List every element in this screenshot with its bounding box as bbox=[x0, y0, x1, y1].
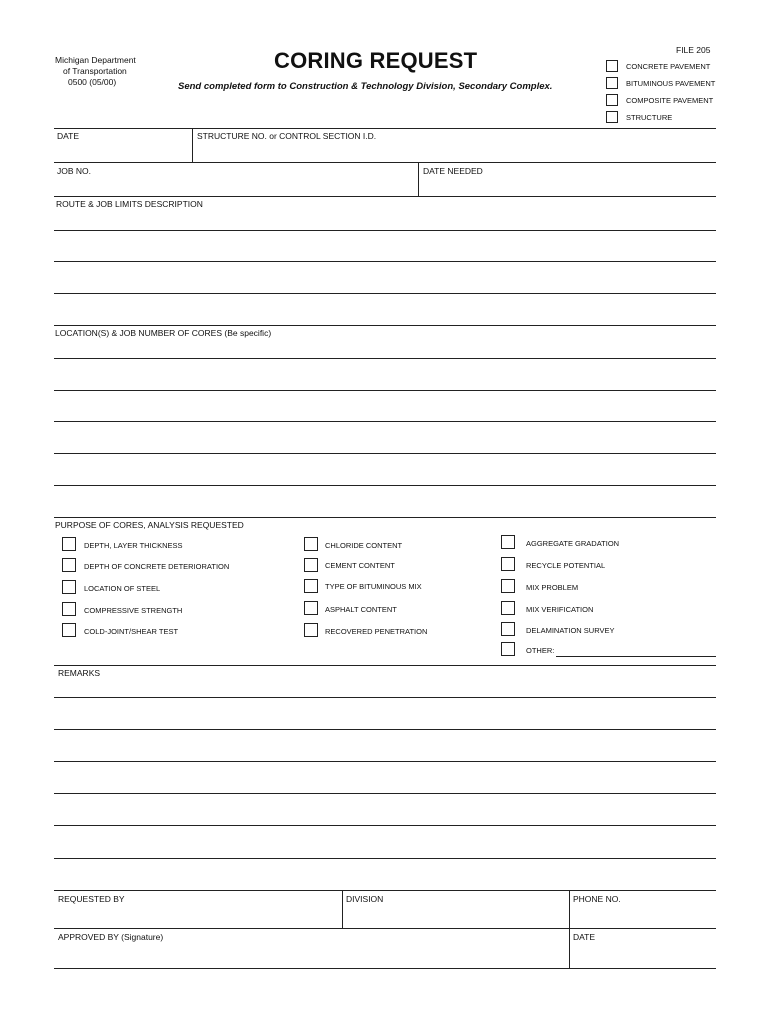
purpose-label: PURPOSE OF CORES, ANALYSIS REQUESTED bbox=[55, 520, 244, 530]
divider bbox=[342, 890, 343, 928]
chloride-content-label: CHLORIDE CONTENT bbox=[325, 541, 403, 550]
divider bbox=[54, 968, 716, 969]
requested-by-input[interactable] bbox=[58, 906, 338, 926]
agency-line-1: Michigan Department bbox=[55, 55, 136, 65]
other-checkbox[interactable] bbox=[501, 642, 515, 656]
divider bbox=[54, 196, 716, 197]
date-needed-input[interactable] bbox=[422, 176, 712, 194]
writing-line bbox=[54, 517, 716, 518]
divider bbox=[418, 162, 419, 196]
recycle-potential-checkbox[interactable] bbox=[501, 557, 515, 571]
other-input[interactable] bbox=[557, 642, 715, 655]
depth-concrete-deterioration-checkbox[interactable] bbox=[62, 558, 76, 572]
asphalt-content-checkbox[interactable] bbox=[304, 601, 318, 615]
location-of-steel-checkbox[interactable] bbox=[62, 580, 76, 594]
requested-by-label: REQUESTED BY bbox=[58, 894, 125, 904]
structure-input[interactable] bbox=[196, 142, 712, 160]
phone-label: PHONE NO. bbox=[573, 894, 621, 904]
writing-line bbox=[54, 390, 716, 391]
structure-label-field: STRUCTURE NO. or CONTROL SECTION I.D. bbox=[197, 131, 377, 141]
mix-problem-checkbox[interactable] bbox=[501, 579, 515, 593]
writing-line bbox=[54, 697, 716, 698]
asphalt-content-label: ASPHALT CONTENT bbox=[325, 605, 397, 614]
other-line bbox=[556, 656, 716, 657]
composite-pavement-label: COMPOSITE PAVEMENT bbox=[626, 96, 714, 105]
remarks-label: REMARKS bbox=[58, 668, 101, 678]
compressive-strength-checkbox[interactable] bbox=[62, 602, 76, 616]
type-bituminous-mix-label: TYPE OF BITUMINOUS MIX bbox=[325, 582, 422, 591]
form-code: 0500 (05/00) bbox=[68, 77, 117, 87]
mix-verification-checkbox[interactable] bbox=[501, 601, 515, 615]
page-subtitle: Send completed form to Construction & Technology Division, Secondary Complex. bbox=[178, 81, 553, 92]
date-input[interactable] bbox=[56, 142, 188, 160]
aggregate-gradation-checkbox[interactable] bbox=[501, 535, 515, 549]
remarks-input[interactable] bbox=[56, 680, 712, 856]
agency-line-2: of Transportation bbox=[63, 66, 127, 76]
type-bituminous-mix-checkbox[interactable] bbox=[304, 579, 318, 593]
mix-verification-label: MIX VERIFICATION bbox=[526, 605, 594, 614]
bituminous-pavement-checkbox[interactable] bbox=[606, 77, 618, 89]
divider bbox=[192, 128, 193, 162]
bituminous-pavement-label: BITUMINOUS PAVEMENT bbox=[626, 79, 716, 88]
file-number: FILE 205 bbox=[676, 45, 711, 55]
writing-line bbox=[54, 858, 716, 859]
division-input[interactable] bbox=[346, 906, 565, 926]
writing-line bbox=[54, 421, 716, 422]
structure-checkbox[interactable] bbox=[606, 111, 618, 123]
location-of-steel-label: LOCATION OF STEEL bbox=[84, 584, 161, 593]
delamination-survey-checkbox[interactable] bbox=[501, 622, 515, 636]
writing-line bbox=[54, 729, 716, 730]
cement-content-checkbox[interactable] bbox=[304, 558, 318, 572]
recovered-penetration-checkbox[interactable] bbox=[304, 623, 318, 637]
date-label: DATE bbox=[57, 131, 80, 141]
compressive-strength-label: COMPRESSIVE STRENGTH bbox=[84, 606, 183, 615]
writing-line bbox=[54, 453, 716, 454]
structure-label: STRUCTURE bbox=[626, 113, 673, 122]
date-needed-label: DATE NEEDED bbox=[423, 166, 483, 176]
approved-by-label: APPROVED BY (Signature) bbox=[58, 932, 164, 942]
divider bbox=[54, 890, 716, 891]
divider bbox=[54, 162, 716, 163]
approved-by-signature-input[interactable] bbox=[58, 944, 564, 966]
depth-layer-thickness-label: DEPTH, LAYER THICKNESS bbox=[84, 541, 183, 550]
divider bbox=[569, 890, 570, 968]
delamination-survey-label: DELAMINATION SURVEY bbox=[526, 626, 615, 635]
writing-line bbox=[54, 293, 716, 294]
approval-date-label: DATE bbox=[573, 932, 596, 942]
mix-problem-label: MIX PROBLEM bbox=[526, 583, 579, 592]
recovered-penetration-label: RECOVERED PENETRATION bbox=[325, 627, 428, 636]
cement-content-label: CEMENT CONTENT bbox=[325, 561, 395, 570]
writing-line bbox=[54, 261, 716, 262]
aggregate-gradation-label: AGGREGATE GRADATION bbox=[526, 539, 620, 548]
cold-joint-shear-test-checkbox[interactable] bbox=[62, 623, 76, 637]
job-no-label: JOB NO. bbox=[57, 166, 92, 176]
writing-line bbox=[54, 485, 716, 486]
cold-joint-shear-test-label: COLD-JOINT/SHEAR TEST bbox=[84, 627, 179, 636]
chloride-content-checkbox[interactable] bbox=[304, 537, 318, 551]
depth-concrete-deterioration-label: DEPTH OF CONCRETE DETERIORATION bbox=[84, 562, 230, 571]
writing-line bbox=[54, 793, 716, 794]
division-label: DIVISION bbox=[346, 894, 384, 904]
route-label: ROUTE & JOB LIMITS DESCRIPTION bbox=[56, 199, 203, 209]
approval-date-input[interactable] bbox=[573, 944, 713, 966]
other-label: OTHER: bbox=[526, 646, 555, 655]
job-no-input[interactable] bbox=[56, 176, 414, 194]
writing-line bbox=[54, 761, 716, 762]
writing-line bbox=[54, 358, 716, 359]
locations-label: LOCATION(S) & JOB NUMBER OF CORES (Be specific) bbox=[55, 328, 272, 338]
composite-pavement-checkbox[interactable] bbox=[606, 94, 618, 106]
writing-line bbox=[54, 325, 716, 326]
concrete-pavement-label: CONCRETE PAVEMENT bbox=[626, 62, 711, 71]
divider bbox=[54, 665, 716, 666]
divider bbox=[54, 128, 716, 129]
writing-line bbox=[54, 230, 716, 231]
divider bbox=[54, 928, 716, 929]
depth-layer-thickness-checkbox[interactable] bbox=[62, 537, 76, 551]
writing-line bbox=[54, 825, 716, 826]
concrete-pavement-checkbox[interactable] bbox=[606, 60, 618, 72]
page-title: CORING REQUEST bbox=[274, 48, 478, 73]
route-input[interactable] bbox=[56, 210, 712, 324]
locations-input[interactable] bbox=[56, 340, 712, 514]
phone-input[interactable] bbox=[573, 906, 713, 926]
recycle-potential-label: RECYCLE POTENTIAL bbox=[526, 561, 606, 570]
